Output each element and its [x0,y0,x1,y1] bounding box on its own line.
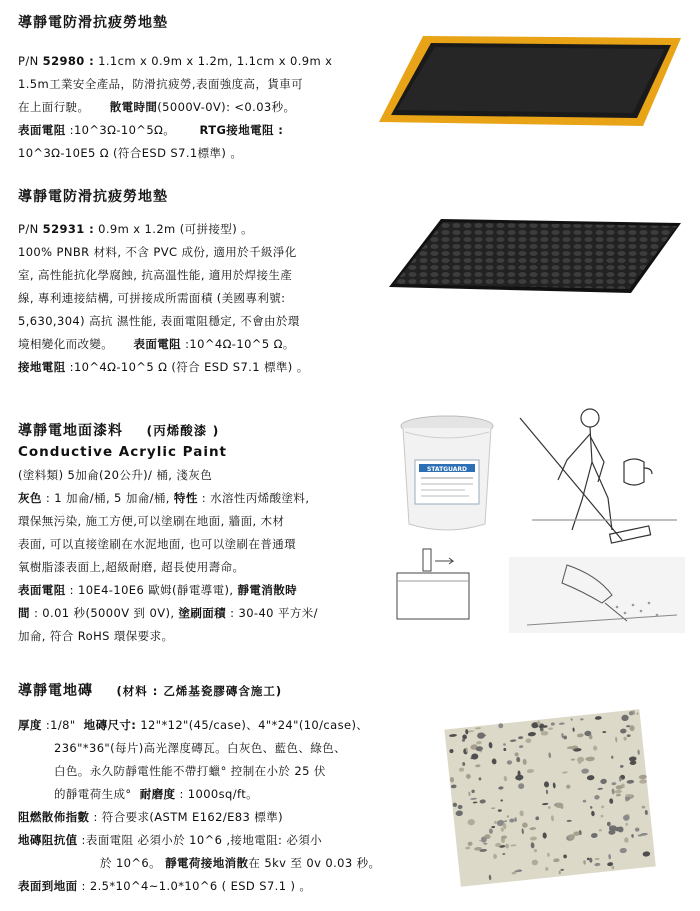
terrazzo-tile-image [430,705,670,890]
anti-fatigue-mat-image [375,30,685,130]
spec-line: 氧樹脂漆表面上,超級耐磨, 超長使用壽命。 [18,560,245,574]
spec-line: 表面電阻 : 10E4-10E6 歐姆(靜電導電), 靜電消散時 [18,583,298,597]
spec-line: 10^3Ω-10E5 Ω (符合ESD S7.1標準) 。 [18,146,243,160]
part-number: 52931 : [42,222,95,236]
english-title: Conductive Acrylic Paint [18,444,228,460]
section-title: 導靜電防滑抗疲勞地墊 [18,15,168,31]
spec-line: 表面電阻 :10^3Ω-10^5Ω。 RTG接地電阻 : [18,123,284,137]
spec-line: 阻燃散佈指數 : 符合要求(ASTM E162/E83 標準) [18,810,283,824]
section-conductive-tile [18,680,380,898]
spreading-illustration [507,555,687,635]
spec-line: 灰色 : 1 加侖/桶, 5 加侖/桶, 特性 : 水溶性丙烯酸塗料, [18,491,310,505]
spec-line: 的靜電荷生成° 耐磨度 : 1000sq/ft。 [54,787,259,801]
spec-line: 5,630,304) 高抗 濕性能, 表面電阻穩定, 不會由於環 [18,314,300,328]
painter-illustration [512,400,687,550]
paint-bucket-image [395,412,500,537]
interlocking-mat-image [385,215,685,297]
spec-line: 在上面行駛。 散電時間(5000V-0V): <0.03秒。 [18,100,296,114]
section-title: 導靜電地磚 (材料 : 乙烯基瓷膠磚含施工) [18,683,283,699]
spec-line: 厚度 :1/8" 地磚尺寸: 12"*12"(45/case)、4"*24"(10/case)、 [18,718,369,732]
section-mat-52980 [18,12,332,165]
spec-line: 表面, 可以直接塗刷在水泥地面, 也可以塗刷在普通環 [18,537,297,551]
section-conductive-paint [18,420,318,648]
spec-line: 境相變化而改變。 表面電阻 :10^4Ω-10^5 Ω。 [18,337,295,351]
spec-line: 白色。永久防靜電性能不帶打蠟° 控制在小於 25 伏 [54,764,326,778]
spec-line: 100% PNBR 材料, 不含 PVC 成份, 適用於千級淨化 [18,245,297,259]
spec-line: 1.5m工業安全產品，防滑抗疲勞,表面強度高，貨車可 [18,77,304,91]
part-number: 52980 : [42,54,95,68]
spec-line: 於 10^6。 靜電荷接地消散在 5kv 至 0v 0.03 秒。 [100,856,381,870]
section-title: 導靜電防滑抗疲勞地墊 [18,189,168,205]
bucket-brand-label: STATGUARD [426,466,468,473]
spec-line: 環保無污染, 施工方便,可以塗刷在地面, 牆面, 木材 [18,514,285,528]
spec-line: 地磚阻抗值 :表面電阻 必須小於 10^6 ,接地電阻: 必須小 [18,833,323,847]
spec-line: 室, 高性能抗化學腐蝕, 抗高溫性能, 適用於焊接生產 [18,268,293,282]
spec-line: 加侖, 符合 RoHS 環保要求。 [18,629,174,643]
spec-line: P/N 52980 : 1.1cm x 0.9m x 1.2m, 1.1cm x 0.9m x [18,54,333,68]
spec-line: (塗料類) 5加侖(20公升)/ 桶, 淺灰色 [18,468,213,482]
spec-line: P/N 52931 : 0.9m x 1.2m (可拼接型) 。 [18,222,254,236]
section-mat-52931 [18,186,309,379]
spec-line: 表面到地面 : 2.5*10^4~1.0*10^6 ( ESD S7.1 ) 。 [18,879,312,893]
spec-line: 線, 專利連接結構, 可拼接成所需面積 (美國專利號: [18,291,286,305]
spec-line: 接地電阻 :10^4Ω-10^5 Ω (符合 ESD S7.1 標準) 。 [18,360,309,374]
spec-line: 間 : 0.01 秒(5000V 到 0V), 塗刷面積 : 30-40 平方米/ [18,606,318,620]
section-title: 導靜電地面漆料 (丙烯酸漆 ) [18,423,220,439]
spec-line: 236"*36"(每片)高光澤度磚瓦。白灰色、藍色、綠色、 [54,741,346,755]
application-diagram [393,543,473,623]
